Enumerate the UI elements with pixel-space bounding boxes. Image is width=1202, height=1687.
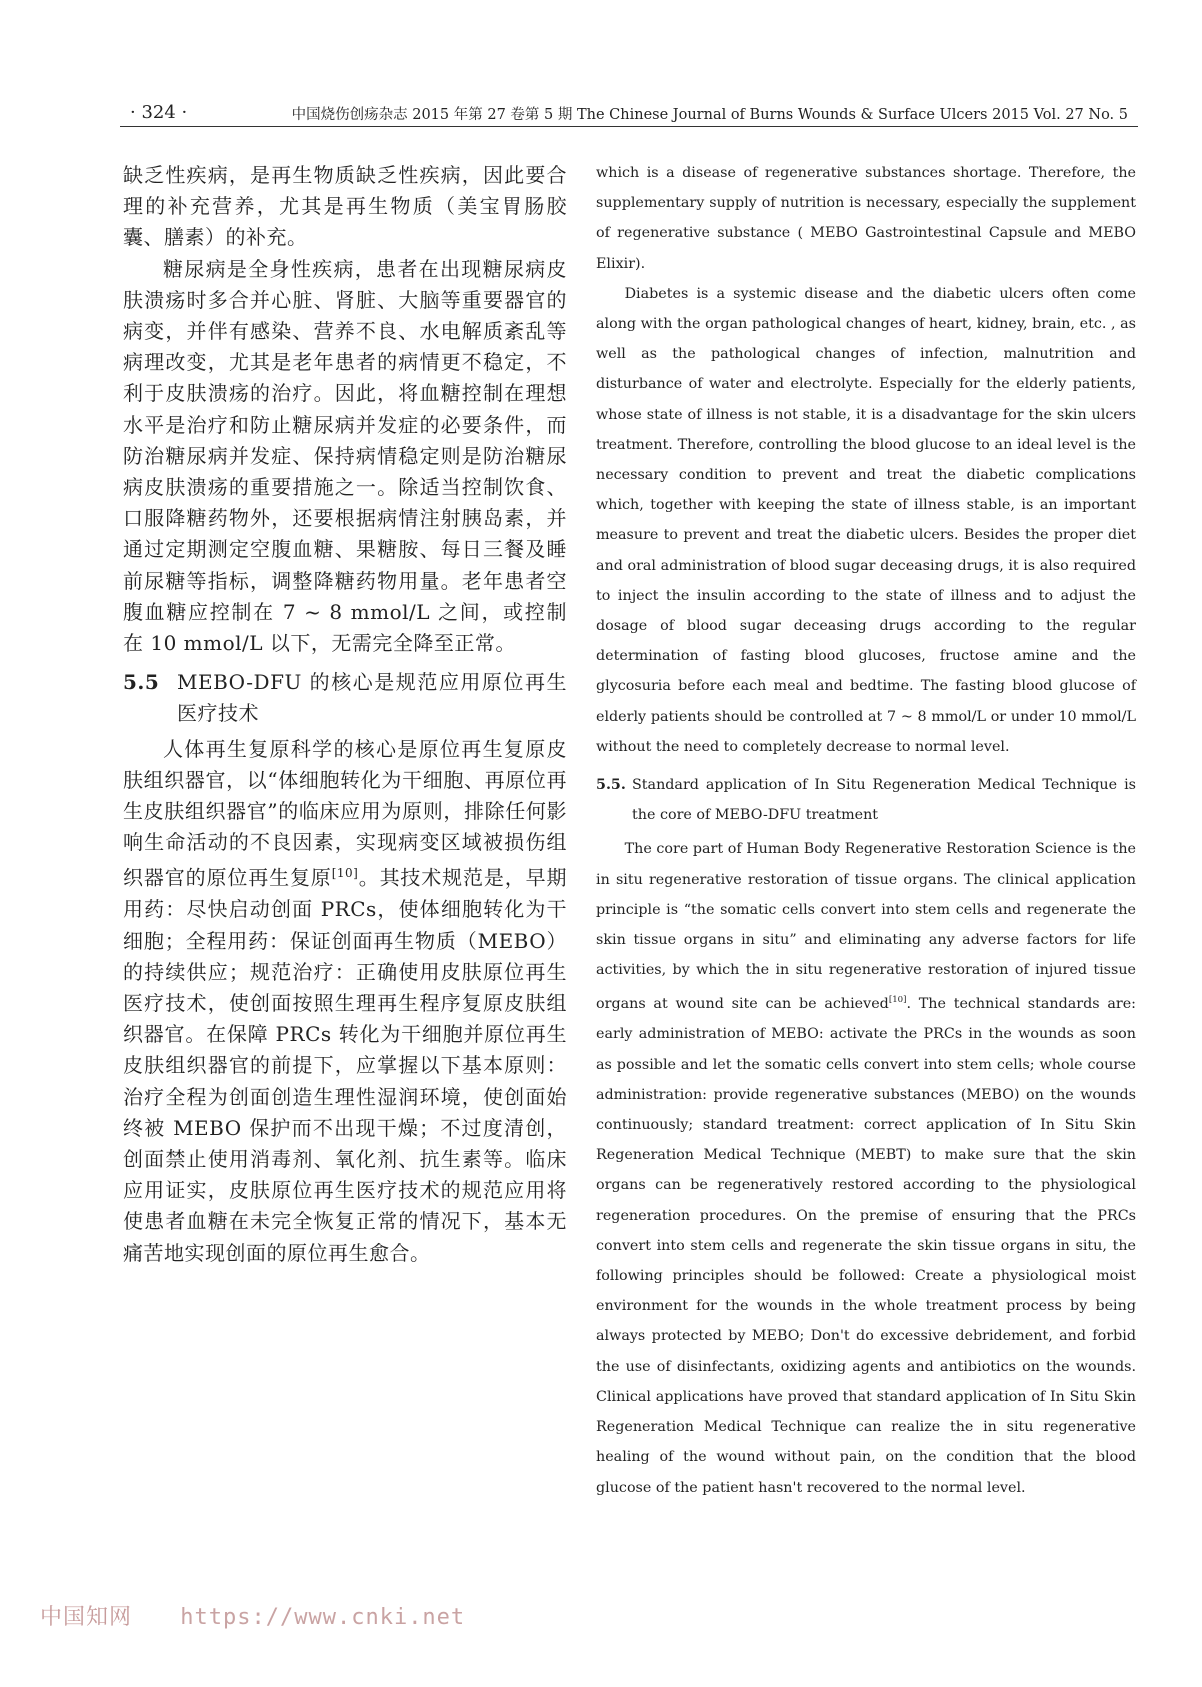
cn-paragraph-3a: 人体再生复原科学的核心是原位再生复原皮肤组织器官，以“体细胞转化为干细胞、再原位再生皮肤组织器官”的临床应用为原则，排除任何影响生命活动的不良因素，实现病变区域被损伤组织器官的原位再生复原 [123, 736, 567, 891]
cn-paragraph-3 [123, 734, 567, 1269]
en-citation: [10] [888, 995, 907, 1006]
en-paragraph-3b: . The technical standards are: early administration of MEBO: activate the PRCs in the wounds as soon as possible and let the somatic cells convert into stem cells; whole course administration: provide regenerative substances (MEBO) on the wounds continuously; standard treatment: correct application of In Situ Skin Regeneration Medical Technique (MEBT) to make sure that the skin organs can be regeneratively restored according to the physiological regeneration procedures. On the premise of ensuring that the PRCs convert into stem cells and regenerate the skin tissue organs in situ, the following principles should be followed: Create a physiological moist environment for the wounds in the whole treatment process by being always protected by MEBO; Don't do excessive debridement, and forbid the use of disinfectants, oxidizing agents and antibiotics on the wounds. Clinical applications have proved that standard application of In Situ Skin Regeneration Medical Technique can realize the in situ regenerative healing of the wound without pain, on the condition that the blood glucose of the patient hasn't recovered to the normal level. [596, 996, 1136, 1496]
english-column [596, 158, 1136, 1503]
en-section-title: Standard application of In Situ Regeneration Medical Technique is the core of MEBO-DFU treatment [632, 777, 1136, 824]
journal-running-head: 中国烧伤创疡杂志 2015 年第 27 卷第 5 期 The Chinese Journal of Burns Wounds & Surface Ulcers 2015 Vol. 27 No. 5 [291, 107, 1128, 123]
en-paragraph-3a: The core part of Human Body Regenerative Restoration Science is the in situ regenerative restoration of tissue organs. The clinical application principle is “the somatic cells convert into stem cells and regenerate the skin tissue organs in situ” and eliminating any adverse factors for life activities, by which the in situ regenerative restoration of injured tissue organs at wound site can be achieved [596, 841, 1136, 1013]
cn-citation: [10] [331, 866, 359, 881]
en-paragraph-2: Diabetes is a systemic disease and the diabetic ulcers often come along with the organ pathological changes of heart, kidney, brain, etc. , as well as the pathological changes of infection, malnutrition and disturbance of water and electrolyte. Especially for the elderly patients, whose state of illness is not stable, it is a disadvantage for the skin ulcers treatment. Therefore, controlling the blood glucose to an ideal level is the necessary condition to prevent and treat the diabetic complications which, together with keeping the state of illness stable, is an important measure to prevent and treat the diabetic ulcers. Besides the proper diet and oral administration of blood sugar deceasing drugs, it is also required to inject the insulin according to the state of illness and to adjust the dosage of blood sugar deceasing drugs according to the regular determination of fasting blood glucoses, fructose amine and the glycosuria before each meal and bedtime. The fasting blood glucose of elderly patients should be controlled at 7 ~ 8 mmol/L or under 10 mmol/L without the need to completely decrease to normal level. [596, 285, 1136, 755]
cn-paragraph-3b: 。其技术规范是，早期用药：尽快启动创面 PRCs，使体细胞转化为干细胞；全程用药：保证创面再生物质（MEBO）的持续供应；规范治疗：正确使用皮肤原位再生医疗技术，使创面按照生理再生程序复原皮肤组织器官。在保障 PRCs 转化为干细胞并原位再生皮肤组织器官的前提下，应掌握以下基本原则：治疗全程为创面创造生理性湿润环境，使创面始终被 MEBO 保护而不出现干燥；不过度清创，创面禁止使用消毒剂、氧化剂、抗生素等。临床应用证实，皮肤原位再生医疗技术的规范应用将使患者血糖在未完全恢复正常的情况下，基本无痛苦地实现创面的原位再生愈合。 [123, 866, 568, 1265]
cnki-watermark [40, 1600, 465, 1631]
en-section-number: 5.5. [596, 777, 626, 794]
cn-paragraph-2: 糖尿病是全身性疾病，患者在出现糖尿病皮肤溃疡时多合并心脏、肾脏、大脑等重要器官的病变，并伴有感染、营养不良、水电解质紊乱等病理改变，尤其是老年患者的病情更不稳定，不利于皮肤溃疡的治疗。因此，将血糖控制在理想水平是治疗和防止糖尿病并发症的必要条件，而防治糖尿病并发症、保持病情稳定则是防治糖尿病皮肤溃疡的重要措施之一。除适当控制饮食、口服降糖药物外，还要根据病情注射胰岛素，并通过定期测定空腹血糖、果糖胺、每日三餐及睡前尿糖等指标，调整降糖药物用量。老年患者空腹血糖应控制在 7 ~ 8 mmol/L 之间，或控制在 10 mmol/L 以下，无需完全降至正常。 [123, 256, 567, 656]
watermark-url: https://www.cnki.net [180, 1605, 466, 1630]
cn-section-number: 5.5 [123, 670, 160, 695]
cn-paragraph-1: 缺乏性疾病，是再生物质缺乏性疾病，因此要合理的补充营养，尤其是再生物质（美宝胃肠胶囊、膳素）的补充。 [123, 163, 567, 250]
en-paragraph-3 [596, 834, 1136, 1502]
cn-section-title: MEBO-DFU 的核心是规范应用原位再生医疗技术 [177, 670, 567, 726]
running-header [120, 96, 1138, 127]
page-number: · 324 · [130, 102, 188, 123]
cn-section-heading [123, 667, 567, 729]
en-section-heading [596, 770, 1136, 830]
en-paragraph-1: which is a disease of regenerative substances shortage. Therefore, the supplementary supply of nutrition is necessary, especially the supplement of regenerative substance ( MEBO Gastrointestinal Capsule and MEBO Elixir). [596, 165, 1136, 272]
chinese-column [123, 160, 567, 1269]
watermark-site-name: 中国知网 [40, 1605, 133, 1630]
